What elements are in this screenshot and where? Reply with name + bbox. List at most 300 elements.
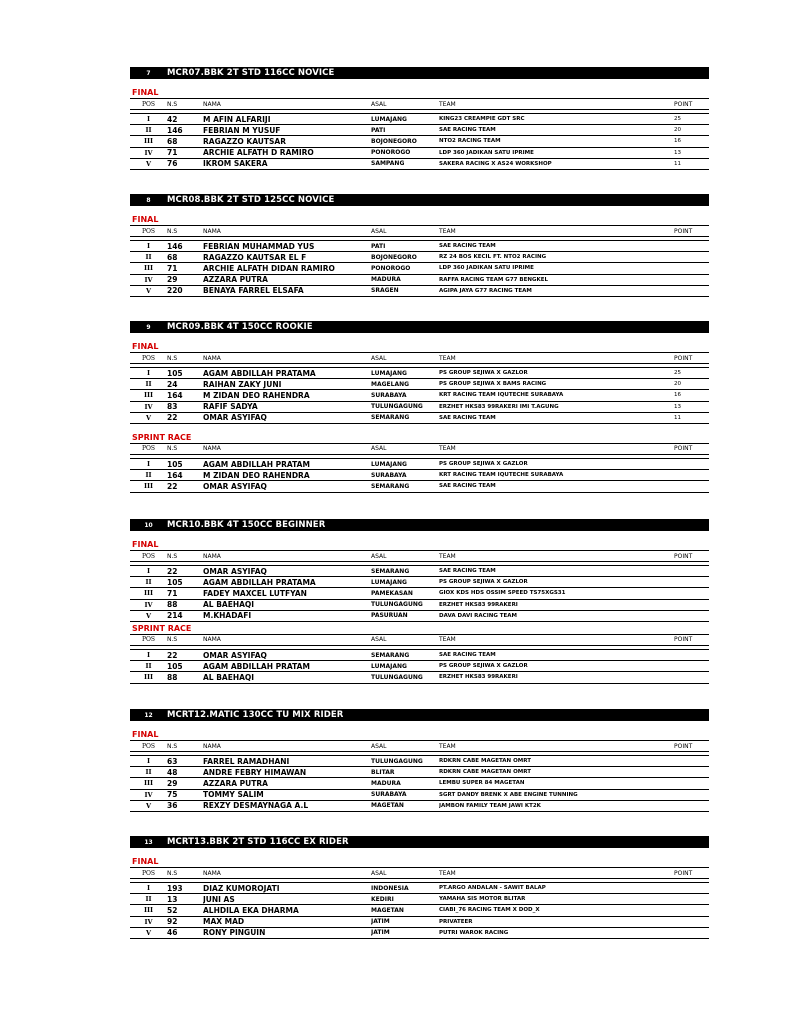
column-header-pos: POS [130, 443, 167, 454]
cell-name: RAGAZZO KAUTSAR [203, 136, 371, 147]
cell-point: 25 [674, 368, 709, 379]
event-title: MCRT13.BBK 2T STD 116CC EX RIDER [167, 837, 349, 847]
cell-point [674, 883, 709, 894]
section-label: SPRINT RACE [132, 623, 192, 633]
cell-asal: SEMARANG [371, 412, 439, 423]
event-number: 10 [144, 521, 153, 529]
cell-team: PS GROUP SEJIWA X GAZLOR [439, 661, 674, 672]
cell-asal: MAGETAN [371, 905, 439, 916]
cell-point [674, 566, 709, 577]
cell-asal: PATI [371, 125, 439, 136]
cell-name: OMAR ASYIFAQ [203, 481, 371, 492]
column-header-pos: POS [130, 551, 167, 562]
column-header-asal: ASAL [371, 551, 439, 562]
column-header-asal: ASAL [371, 741, 439, 752]
cell-team: PRIVATEER [439, 916, 674, 927]
cell-ns: 68 [167, 136, 203, 147]
table-row [130, 566, 709, 577]
cell-team: RDKRN CABE MAGETAN OMRT [439, 756, 674, 767]
cell-asal: SAMPANG [371, 158, 439, 169]
cell-name: DIAZ KUMOROJATI [203, 883, 371, 894]
column-header-point: POINT [674, 551, 709, 562]
table-row [130, 649, 709, 660]
cell-name: JUNI AS [203, 894, 371, 905]
cell-asal: KEDIRI [371, 894, 439, 905]
column-header-point: POINT [674, 868, 709, 879]
cell-team: RZ 24 BOS KECIL FT. NTO2 RACING [439, 252, 674, 263]
cell-ns: 22 [167, 566, 203, 577]
table-row [130, 114, 709, 125]
cell-ns: 88 [167, 599, 203, 610]
table-row [130, 577, 709, 588]
cell-point [674, 241, 709, 252]
table-row [130, 610, 709, 621]
cell-ns: 71 [167, 588, 203, 599]
column-header-point: POINT [674, 443, 709, 454]
column-header-point: POINT [674, 741, 709, 752]
cell-pos: I [130, 649, 167, 660]
cell-point [674, 905, 709, 916]
column-header-asal: ASAL [371, 99, 439, 110]
table-row [130, 390, 709, 401]
cell-asal: TULUNGAGUNG [371, 672, 439, 683]
cell-asal: PATI [371, 241, 439, 252]
cell-point [674, 263, 709, 274]
cell-ns: 88 [167, 672, 203, 683]
section-label: FINAL [132, 342, 159, 351]
cell-name: FADEY MAXCEL LUTFYAN [203, 588, 371, 599]
cell-name: ARCHIE ALFATH D RAMIRO [203, 147, 371, 158]
section-label: SPRINT RACE [132, 432, 192, 442]
cell-point [674, 800, 709, 811]
cell-point: 11 [674, 412, 709, 423]
cell-name: ARCHIE ALFATH DIDAN RAMIRO [203, 263, 371, 274]
column-header-name: NAMA [203, 551, 371, 562]
cell-asal: BLITAR [371, 767, 439, 778]
cell-name: FEBRIAN MUHAMMAD YUS [203, 241, 371, 252]
cell-team: LDP 360 JADIKAN SATU IPRIME [439, 147, 674, 158]
event-header [130, 836, 709, 848]
cell-name: FEBRIAN M YUSUF [203, 125, 371, 136]
column-header-pos: POS [130, 353, 167, 364]
cell-asal: BOJONEGORO [371, 252, 439, 263]
cell-point [674, 927, 709, 938]
cell-team: KRT RACING TEAM IQUTECHE SURABAYA [439, 390, 674, 401]
cell-name: RAGAZZO KAUTSAR EL F [203, 252, 371, 263]
cell-ns: 52 [167, 905, 203, 916]
cell-pos: V [130, 800, 167, 811]
cell-team: DAVA DAVI RACING TEAM [439, 610, 674, 621]
cell-point: 20 [674, 379, 709, 390]
cell-asal: SEMARANG [371, 566, 439, 577]
event-number: 12 [144, 711, 153, 719]
cell-point: 13 [674, 147, 709, 158]
cell-ns: 146 [167, 125, 203, 136]
cell-name: AZZARA PUTRA [203, 778, 371, 789]
column-header-team: TEAM [439, 443, 674, 454]
cell-team: SAE RACING TEAM [439, 125, 674, 136]
cell-team: SAE RACING TEAM [439, 241, 674, 252]
cell-point: 13 [674, 401, 709, 412]
cell-ns: 75 [167, 789, 203, 800]
cell-point [674, 778, 709, 789]
cell-name: AL BAEHAQI [203, 599, 371, 610]
cell-pos: IV [130, 147, 167, 158]
table-row [130, 883, 709, 894]
event-number: 7 [146, 69, 151, 77]
cell-team: PS GROUP SEJIWA X BAMS RACING [439, 379, 674, 390]
cell-asal: PONOROGO [371, 147, 439, 158]
cell-team: SAE RACING TEAM [439, 481, 674, 492]
cell-pos: V [130, 285, 167, 296]
cell-team: AGIPA JAYA G77 RACING TEAM [439, 285, 674, 296]
cell-pos: III [130, 778, 167, 789]
cell-name: AL BAEHAQI [203, 672, 371, 683]
section-label: FINAL [132, 215, 159, 224]
cell-point [674, 481, 709, 492]
cell-name: MAX MAD [203, 916, 371, 927]
column-header-asal: ASAL [371, 443, 439, 454]
column-header-point: POINT [674, 226, 709, 237]
column-header-team: TEAM [439, 226, 674, 237]
event-title: MCR07.BBK 2T STD 116CC NOVICE [167, 68, 335, 78]
event-header [130, 194, 709, 206]
cell-ns: 46 [167, 927, 203, 938]
cell-ns: 76 [167, 158, 203, 169]
cell-team: SAE RACING TEAM [439, 566, 674, 577]
cell-point [674, 767, 709, 778]
cell-asal: JATIM [371, 927, 439, 938]
cell-name: OMAR ASYIFAQ [203, 566, 371, 577]
results-table [130, 443, 709, 493]
table-row [130, 285, 709, 296]
cell-team: LEMBU SUPER 84 MAGETAN [439, 778, 674, 789]
cell-asal: TULUNGAGUNG [371, 401, 439, 412]
cell-pos: II [130, 577, 167, 588]
column-header-name: NAMA [203, 226, 371, 237]
cell-asal: LUMAJANG [371, 114, 439, 125]
column-header-asal: ASAL [371, 353, 439, 364]
cell-asal: JATIM [371, 916, 439, 927]
table-row [130, 905, 709, 916]
event-title: MCR09.BBK 4T 150CC ROOKIE [167, 322, 313, 332]
cell-point [674, 661, 709, 672]
cell-pos: II [130, 252, 167, 263]
cell-point [674, 894, 709, 905]
column-header-ns: N.S [167, 868, 203, 879]
cell-pos: II [130, 767, 167, 778]
cell-name: OMAR ASYIFAQ [203, 649, 371, 660]
cell-pos: I [130, 241, 167, 252]
cell-team: SAE RACING TEAM [439, 412, 674, 423]
cell-pos: I [130, 368, 167, 379]
cell-team: LDP 360 JADIKAN SATU IPRIME [439, 263, 674, 274]
cell-ns: 71 [167, 263, 203, 274]
cell-asal: MAGELANG [371, 379, 439, 390]
cell-ns: 105 [167, 458, 203, 469]
cell-ns: 105 [167, 368, 203, 379]
cell-name: ALHDILA EKA DHARMA [203, 905, 371, 916]
cell-name: M ZIDAN DEO RAHENDRA [203, 470, 371, 481]
table-row [130, 800, 709, 811]
table-row [130, 481, 709, 492]
cell-ns: 71 [167, 147, 203, 158]
table-row [130, 147, 709, 158]
cell-team: ERZHET HKS83 99RAKERI [439, 672, 674, 683]
cell-ns: 193 [167, 883, 203, 894]
cell-point [674, 458, 709, 469]
column-header-name: NAMA [203, 99, 371, 110]
cell-point [674, 756, 709, 767]
column-header-pos: POS [130, 226, 167, 237]
cell-pos: III [130, 390, 167, 401]
table-row [130, 125, 709, 136]
column-header-ns: N.S [167, 443, 203, 454]
cell-asal: TULUNGAGUNG [371, 599, 439, 610]
table-row [130, 241, 709, 252]
column-header-team: TEAM [439, 741, 674, 752]
table-row [130, 458, 709, 469]
cell-point [674, 470, 709, 481]
cell-team: KING23 CREAMPIE GDT SRC [439, 114, 674, 125]
column-header-name: NAMA [203, 443, 371, 454]
cell-team: PS GROUP SEJIWA X GAZLOR [439, 458, 674, 469]
column-header-team: TEAM [439, 99, 674, 110]
table-row [130, 789, 709, 800]
cell-asal: MADURA [371, 274, 439, 285]
results-table [130, 352, 709, 424]
table-row [130, 756, 709, 767]
section-label: FINAL [132, 88, 159, 97]
event-block [130, 194, 709, 297]
cell-asal: SURABAYA [371, 390, 439, 401]
event-block [130, 519, 709, 684]
cell-team: RAFFA RACING TEAM G77 BENGKEL [439, 274, 674, 285]
table-row [130, 401, 709, 412]
cell-team: NTO2 RACING TEAM [439, 136, 674, 147]
column-header-pos: POS [130, 634, 167, 645]
cell-point [674, 577, 709, 588]
event-header [130, 321, 709, 333]
event-title: MCRT12.MATIC 130CC TU MIX RIDER [167, 710, 344, 720]
column-header-ns: N.S [167, 226, 203, 237]
column-header-name: NAMA [203, 353, 371, 364]
cell-name: REXZY DESMAYNAGA A.L [203, 800, 371, 811]
cell-point [674, 285, 709, 296]
event-block [130, 67, 709, 170]
cell-pos: I [130, 756, 167, 767]
cell-ns: 36 [167, 800, 203, 811]
table-row [130, 263, 709, 274]
cell-ns: 220 [167, 285, 203, 296]
column-header-pos: POS [130, 99, 167, 110]
cell-pos: IV [130, 599, 167, 610]
cell-pos: II [130, 661, 167, 672]
cell-name: OMAR ASYIFAQ [203, 412, 371, 423]
table-row [130, 916, 709, 927]
cell-name: TOMMY SALIM [203, 789, 371, 800]
cell-pos: I [130, 883, 167, 894]
cell-pos: III [130, 136, 167, 147]
cell-name: AZZARA PUTRA [203, 274, 371, 285]
cell-point: 11 [674, 158, 709, 169]
event-number: 9 [146, 323, 151, 331]
cell-asal: LUMAJANG [371, 661, 439, 672]
event-title: MCR08.BBK 2T STD 125CC NOVICE [167, 195, 335, 205]
cell-asal: BOJONEGORO [371, 136, 439, 147]
cell-pos: V [130, 412, 167, 423]
cell-name: AGAM ABDILLAH PRATAM [203, 661, 371, 672]
results-table [130, 98, 709, 170]
cell-team: KRT RACING TEAM IQUTECHE SURABAYA [439, 470, 674, 481]
cell-pos: IV [130, 401, 167, 412]
cell-team: ERZHET HKS83 99RAKERI [439, 599, 674, 610]
cell-asal: SURABAYA [371, 789, 439, 800]
cell-pos: IV [130, 789, 167, 800]
cell-asal: SURABAYA [371, 470, 439, 481]
cell-pos: III [130, 588, 167, 599]
table-row [130, 661, 709, 672]
cell-asal: SEMARANG [371, 649, 439, 660]
column-header-asal: ASAL [371, 634, 439, 645]
cell-point [674, 672, 709, 683]
cell-team: PS GROUP SEJIWA X GAZLOR [439, 368, 674, 379]
event-block [130, 836, 709, 939]
cell-point [674, 610, 709, 621]
cell-ns: 83 [167, 401, 203, 412]
table-row [130, 672, 709, 683]
column-header-ns: N.S [167, 741, 203, 752]
cell-name: FARREL RAMADHANI [203, 756, 371, 767]
table-row [130, 894, 709, 905]
column-header-asal: ASAL [371, 226, 439, 237]
cell-ns: 92 [167, 916, 203, 927]
cell-ns: 29 [167, 778, 203, 789]
results-table [130, 550, 709, 622]
column-header-team: TEAM [439, 353, 674, 364]
cell-pos: IV [130, 916, 167, 927]
cell-point: 25 [674, 114, 709, 125]
cell-pos: II [130, 125, 167, 136]
cell-name: RAIHAN ZAKY JUNI [203, 379, 371, 390]
table-row [130, 158, 709, 169]
cell-name: M AFIN ALFARIJI [203, 114, 371, 125]
cell-pos: II [130, 894, 167, 905]
cell-team: ERZHET HKS83 99RAKERI IMI T.AGUNG [439, 401, 674, 412]
table-row [130, 588, 709, 599]
column-header-point: POINT [674, 353, 709, 364]
cell-ns: 22 [167, 412, 203, 423]
event-header [130, 67, 709, 79]
column-header-point: POINT [674, 634, 709, 645]
cell-ns: 29 [167, 274, 203, 285]
cell-point [674, 789, 709, 800]
table-row [130, 274, 709, 285]
event-number: 13 [144, 838, 153, 846]
cell-pos: III [130, 672, 167, 683]
cell-pos: III [130, 481, 167, 492]
column-header-name: NAMA [203, 741, 371, 752]
event-number: 8 [146, 196, 151, 204]
cell-asal: INDONESIA [371, 883, 439, 894]
event-header [130, 709, 709, 721]
section-label: FINAL [132, 857, 159, 866]
cell-ns: 24 [167, 379, 203, 390]
event-block [130, 321, 709, 493]
table-row [130, 252, 709, 263]
cell-team: PT.ARGO ANDALAN - SAWIT BALAP [439, 883, 674, 894]
table-row [130, 778, 709, 789]
event-block [130, 709, 709, 812]
column-header-team: TEAM [439, 868, 674, 879]
cell-ns: 48 [167, 767, 203, 778]
cell-pos: II [130, 379, 167, 390]
cell-asal: MADURA [371, 778, 439, 789]
cell-name: M ZIDAN DEO RAHENDRA [203, 390, 371, 401]
cell-team: YAMAHA SIS MOTOR BLITAR [439, 894, 674, 905]
cell-pos: II [130, 470, 167, 481]
cell-name: AGAM ABDILLAH PRATAMA [203, 577, 371, 588]
cell-pos: I [130, 566, 167, 577]
results-table [130, 634, 709, 684]
cell-pos: IV [130, 274, 167, 285]
cell-name: RONY PINGUIN [203, 927, 371, 938]
cell-team: RDKRN CABE MAGETAN OMRT [439, 767, 674, 778]
cell-ns: 164 [167, 390, 203, 401]
cell-ns: 214 [167, 610, 203, 621]
cell-ns: 105 [167, 661, 203, 672]
cell-asal: SRAGEN [371, 285, 439, 296]
table-row [130, 412, 709, 423]
cell-ns: 105 [167, 577, 203, 588]
column-header-ns: N.S [167, 353, 203, 364]
column-header-point: POINT [674, 99, 709, 110]
column-header-name: NAMA [203, 634, 371, 645]
cell-ns: 13 [167, 894, 203, 905]
column-header-team: TEAM [439, 551, 674, 562]
column-header-team: TEAM [439, 634, 674, 645]
cell-team: SGRT DANDY BRENK X ABE ENGINE TUNNING [439, 789, 674, 800]
cell-name: AGAM ABDILLAH PRATAMA [203, 368, 371, 379]
cell-point [674, 588, 709, 599]
cell-asal: LUMAJANG [371, 458, 439, 469]
cell-team: SAKERA RACING X AS24 WORKSHOP [439, 158, 674, 169]
cell-pos: III [130, 905, 167, 916]
results-table [130, 867, 709, 939]
results-table [130, 740, 709, 812]
cell-name: M.KHADAFI [203, 610, 371, 621]
cell-team: PUTRI WAROK RACING [439, 927, 674, 938]
cell-ns: 146 [167, 241, 203, 252]
cell-point [674, 252, 709, 263]
cell-pos: V [130, 158, 167, 169]
cell-team: CIABI_76 RACING TEAM X DOD_X [439, 905, 674, 916]
cell-asal: TULUNGAGUNG [371, 756, 439, 767]
table-row [130, 379, 709, 390]
column-header-asal: ASAL [371, 868, 439, 879]
cell-pos: V [130, 927, 167, 938]
table-row [130, 767, 709, 778]
cell-pos: I [130, 458, 167, 469]
cell-pos: V [130, 610, 167, 621]
cell-name: ANDRE FEBRY HIMAWAN [203, 767, 371, 778]
event-title: MCR10.BBK 4T 150CC BEGINNER [167, 520, 326, 530]
cell-pos: I [130, 114, 167, 125]
column-header-pos: POS [130, 868, 167, 879]
cell-point [674, 649, 709, 660]
table-row [130, 470, 709, 481]
cell-pos: III [130, 263, 167, 274]
